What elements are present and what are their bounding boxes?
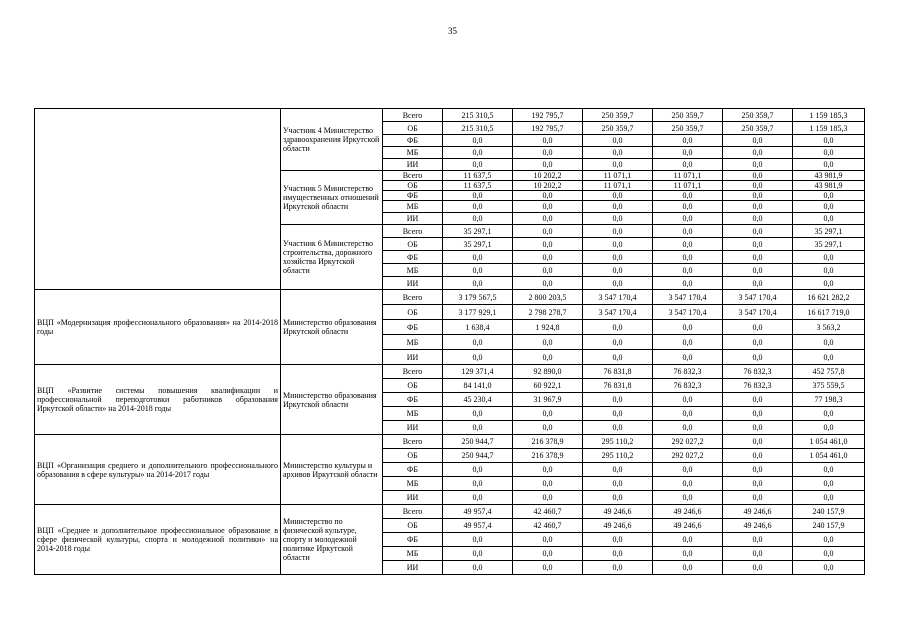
funding-source: ФБ	[383, 191, 443, 201]
amount-cell: 49 246,6	[723, 505, 793, 519]
program-name: ВЦП «Развитие системы повышения квалификации и профессиональной переподготовки работников образования Иркутской области» на 2014-2018 годы	[35, 365, 281, 435]
amount-cell: 192 795,7	[513, 109, 583, 122]
amount-cell: 0,0	[513, 407, 583, 421]
funding-source: МБ	[383, 477, 443, 491]
amount-cell: 0,0	[723, 225, 793, 238]
funding-source: МБ	[383, 264, 443, 277]
amount-cell: 0,0	[793, 407, 865, 421]
amount-cell: 0,0	[723, 147, 793, 159]
table-row	[35, 109, 865, 122]
executor-name: Участник 5 Министерство имущественных отношений Иркутской области	[281, 171, 383, 225]
funding-source: ОБ	[383, 238, 443, 251]
amount-cell: 0,0	[723, 251, 793, 264]
funding-source: ОБ	[383, 449, 443, 463]
amount-cell: 0,0	[583, 335, 653, 350]
amount-cell: 292 027,2	[653, 435, 723, 449]
amount-cell: 0,0	[583, 225, 653, 238]
amount-cell: 0,0	[793, 251, 865, 264]
amount-cell: 0,0	[653, 277, 723, 290]
amount-cell: 0,0	[723, 135, 793, 147]
funding-source: ФБ	[383, 135, 443, 147]
amount-cell: 0,0	[653, 463, 723, 477]
amount-cell: 250 359,7	[723, 109, 793, 122]
funding-source: ИИ	[383, 213, 443, 225]
amount-cell: 192 795,7	[513, 122, 583, 135]
amount-cell: 0,0	[443, 477, 513, 491]
amount-cell: 1 054 461,0	[793, 435, 865, 449]
funding-source: Всего	[383, 290, 443, 305]
amount-cell: 0,0	[653, 393, 723, 407]
amount-cell: 0,0	[723, 320, 793, 335]
amount-cell: 0,0	[513, 238, 583, 251]
budget-table	[34, 108, 865, 575]
funding-source: Всего	[383, 435, 443, 449]
amount-cell: 0,0	[583, 561, 653, 575]
amount-cell: 0,0	[653, 238, 723, 251]
amount-cell: 0,0	[513, 264, 583, 277]
amount-cell: 3 547 170,4	[583, 290, 653, 305]
amount-cell: 0,0	[443, 147, 513, 159]
amount-cell: 0,0	[723, 449, 793, 463]
amount-cell: 0,0	[793, 201, 865, 213]
table-row	[35, 435, 865, 449]
amount-cell: 295 110,2	[583, 449, 653, 463]
funding-source: ИИ	[383, 421, 443, 435]
amount-cell: 0,0	[723, 463, 793, 477]
amount-cell: 0,0	[513, 547, 583, 561]
amount-cell: 0,0	[443, 213, 513, 225]
amount-cell: 49 246,6	[653, 519, 723, 533]
amount-cell: 0,0	[513, 463, 583, 477]
amount-cell: 0,0	[583, 421, 653, 435]
amount-cell: 0,0	[583, 393, 653, 407]
amount-cell: 0,0	[583, 238, 653, 251]
funding-source: ОБ	[383, 519, 443, 533]
amount-cell: 0,0	[723, 181, 793, 191]
executor-name: Участник 4 Министерство здравоохранения Иркутской области	[281, 109, 383, 171]
amount-cell: 0,0	[513, 335, 583, 350]
amount-cell: 129 371,4	[443, 365, 513, 379]
amount-cell: 76 832,3	[723, 379, 793, 393]
amount-cell: 0,0	[513, 147, 583, 159]
amount-cell: 0,0	[653, 201, 723, 213]
executor-name: Участник 6 Министерство строительства, дорожного хозяйства Иркутской области	[281, 225, 383, 290]
amount-cell: 0,0	[443, 191, 513, 201]
amount-cell: 0,0	[513, 421, 583, 435]
amount-cell: 11 071,1	[653, 171, 723, 181]
amount-cell: 0,0	[793, 477, 865, 491]
funding-source: МБ	[383, 147, 443, 159]
amount-cell: 16 617 719,0	[793, 305, 865, 320]
amount-cell: 0,0	[723, 277, 793, 290]
amount-cell: 0,0	[793, 147, 865, 159]
amount-cell: 0,0	[583, 147, 653, 159]
amount-cell: 0,0	[723, 350, 793, 365]
amount-cell: 42 460,7	[513, 519, 583, 533]
amount-cell: 0,0	[583, 251, 653, 264]
amount-cell: 0,0	[723, 547, 793, 561]
amount-cell: 0,0	[793, 159, 865, 171]
amount-cell: 250 944,7	[443, 449, 513, 463]
funding-source: ФБ	[383, 533, 443, 547]
amount-cell: 3 547 170,4	[583, 305, 653, 320]
page-number: 35	[448, 26, 457, 36]
amount-cell: 0,0	[583, 350, 653, 365]
amount-cell: 0,0	[513, 251, 583, 264]
amount-cell: 0,0	[443, 421, 513, 435]
funding-source: МБ	[383, 335, 443, 350]
amount-cell: 11 637,5	[443, 181, 513, 191]
amount-cell: 0,0	[723, 159, 793, 171]
amount-cell: 0,0	[653, 491, 723, 505]
amount-cell: 0,0	[513, 201, 583, 213]
amount-cell: 3 547 170,4	[723, 305, 793, 320]
amount-cell: 2 800 203,5	[513, 290, 583, 305]
amount-cell: 0,0	[653, 320, 723, 335]
amount-cell: 3 563,2	[793, 320, 865, 335]
funding-source: ОБ	[383, 122, 443, 135]
amount-cell: 0,0	[653, 191, 723, 201]
amount-cell: 0,0	[443, 159, 513, 171]
amount-cell: 0,0	[793, 277, 865, 290]
amount-cell: 0,0	[513, 561, 583, 575]
amount-cell: 0,0	[443, 251, 513, 264]
amount-cell: 0,0	[723, 491, 793, 505]
amount-cell: 77 198,3	[793, 393, 865, 407]
amount-cell: 250 359,7	[583, 122, 653, 135]
amount-cell: 0,0	[443, 350, 513, 365]
amount-cell: 0,0	[583, 264, 653, 277]
amount-cell: 0,0	[583, 533, 653, 547]
table-row	[35, 505, 865, 519]
funding-source: ОБ	[383, 379, 443, 393]
amount-cell: 0,0	[583, 135, 653, 147]
amount-cell: 0,0	[513, 225, 583, 238]
amount-cell: 1 924,8	[513, 320, 583, 335]
amount-cell: 0,0	[583, 547, 653, 561]
amount-cell: 240 157,9	[793, 519, 865, 533]
amount-cell: 0,0	[653, 407, 723, 421]
amount-cell: 76 832,3	[723, 365, 793, 379]
funding-source: МБ	[383, 201, 443, 213]
funding-source: ИИ	[383, 159, 443, 171]
amount-cell: 76 831,8	[583, 365, 653, 379]
amount-cell: 49 246,6	[653, 505, 723, 519]
executor-name: Министерство образования Иркутской области	[281, 365, 383, 435]
amount-cell: 216 378,9	[513, 449, 583, 463]
amount-cell: 0,0	[443, 264, 513, 277]
amount-cell: 31 967,9	[513, 393, 583, 407]
amount-cell: 10 202,2	[513, 171, 583, 181]
amount-cell: 0,0	[443, 407, 513, 421]
funding-source: МБ	[383, 407, 443, 421]
amount-cell: 0,0	[653, 421, 723, 435]
amount-cell: 216 378,9	[513, 435, 583, 449]
amount-cell: 0,0	[653, 225, 723, 238]
amount-cell: 0,0	[653, 561, 723, 575]
executor-name: Министерство образования Иркутской области	[281, 290, 383, 365]
amount-cell: 0,0	[723, 407, 793, 421]
amount-cell: 35 297,1	[793, 225, 865, 238]
amount-cell: 0,0	[583, 477, 653, 491]
funding-source: ИИ	[383, 491, 443, 505]
funding-source: ИИ	[383, 277, 443, 290]
amount-cell: 11 637,5	[443, 171, 513, 181]
amount-cell: 0,0	[723, 533, 793, 547]
amount-cell: 35 297,1	[793, 238, 865, 251]
amount-cell: 42 460,7	[513, 505, 583, 519]
funding-source: ИИ	[383, 561, 443, 575]
amount-cell: 0,0	[513, 159, 583, 171]
amount-cell: 0,0	[653, 147, 723, 159]
funding-source: Всего	[383, 505, 443, 519]
amount-cell: 0,0	[793, 491, 865, 505]
amount-cell: 0,0	[653, 533, 723, 547]
amount-cell: 0,0	[583, 277, 653, 290]
funding-source: МБ	[383, 547, 443, 561]
amount-cell: 3 547 170,4	[653, 305, 723, 320]
executor-name: Министерство культуры и архивов Иркутской области	[281, 435, 383, 505]
amount-cell: 0,0	[653, 264, 723, 277]
amount-cell: 0,0	[513, 491, 583, 505]
program-name: ВЦП «Модернизация профессионального образования» на 2014-2018 годы	[35, 290, 281, 365]
amount-cell: 0,0	[793, 533, 865, 547]
funding-source: ОБ	[383, 305, 443, 320]
amount-cell: 35 297,1	[443, 238, 513, 251]
amount-cell: 0,0	[513, 135, 583, 147]
amount-cell: 76 831,8	[583, 379, 653, 393]
amount-cell: 43 981,9	[793, 171, 865, 181]
amount-cell: 0,0	[723, 238, 793, 251]
amount-cell: 49 957,4	[443, 519, 513, 533]
amount-cell: 11 071,1	[583, 181, 653, 191]
funding-source: ФБ	[383, 320, 443, 335]
amount-cell: 0,0	[653, 159, 723, 171]
funding-source: ФБ	[383, 251, 443, 264]
amount-cell: 76 832,3	[653, 379, 723, 393]
amount-cell: 0,0	[513, 191, 583, 201]
amount-cell: 0,0	[583, 159, 653, 171]
amount-cell: 0,0	[653, 251, 723, 264]
amount-cell: 0,0	[723, 421, 793, 435]
amount-cell: 1 159 185,3	[793, 122, 865, 135]
amount-cell: 0,0	[793, 135, 865, 147]
amount-cell: 250 359,7	[653, 109, 723, 122]
amount-cell: 292 027,2	[653, 449, 723, 463]
amount-cell: 0,0	[723, 191, 793, 201]
amount-cell: 240 157,9	[793, 505, 865, 519]
amount-cell: 0,0	[583, 191, 653, 201]
amount-cell: 0,0	[723, 393, 793, 407]
executor-name: Министерство по физической культуре, спорту и молодежной политике Иркутской области	[281, 505, 383, 575]
amount-cell: 0,0	[443, 533, 513, 547]
amount-cell: 60 922,1	[513, 379, 583, 393]
amount-cell: 0,0	[653, 547, 723, 561]
amount-cell: 452 757,8	[793, 365, 865, 379]
amount-cell: 0,0	[443, 135, 513, 147]
amount-cell: 0,0	[583, 201, 653, 213]
program-name	[35, 109, 281, 290]
amount-cell: 0,0	[583, 213, 653, 225]
amount-cell: 0,0	[723, 335, 793, 350]
amount-cell: 0,0	[443, 491, 513, 505]
amount-cell: 250 359,7	[583, 109, 653, 122]
amount-cell: 0,0	[723, 561, 793, 575]
amount-cell: 250 359,7	[653, 122, 723, 135]
amount-cell: 0,0	[793, 463, 865, 477]
amount-cell: 295 110,2	[583, 435, 653, 449]
amount-cell: 250 359,7	[723, 122, 793, 135]
amount-cell: 0,0	[583, 407, 653, 421]
amount-cell: 45 230,4	[443, 393, 513, 407]
amount-cell: 0,0	[443, 277, 513, 290]
amount-cell: 3 177 929,1	[443, 305, 513, 320]
amount-cell: 0,0	[583, 463, 653, 477]
amount-cell: 0,0	[653, 335, 723, 350]
amount-cell: 0,0	[793, 561, 865, 575]
amount-cell: 0,0	[723, 213, 793, 225]
amount-cell: 0,0	[443, 201, 513, 213]
amount-cell: 0,0	[513, 477, 583, 491]
amount-cell: 0,0	[793, 547, 865, 561]
amount-cell: 0,0	[513, 350, 583, 365]
amount-cell: 3 547 170,4	[653, 290, 723, 305]
amount-cell: 49 246,6	[583, 519, 653, 533]
funding-source: ФБ	[383, 463, 443, 477]
funding-source: ИИ	[383, 350, 443, 365]
funding-source: Всего	[383, 225, 443, 238]
amount-cell: 250 944,7	[443, 435, 513, 449]
program-name: ВЦП «Среднее и дополнительное профессиональное образование в сфере физической культуры, спорта и молодежной политики» на 2014-2018 годы	[35, 505, 281, 575]
amount-cell: 49 246,6	[583, 505, 653, 519]
amount-cell: 0,0	[583, 320, 653, 335]
amount-cell: 0,0	[513, 533, 583, 547]
funding-source: ОБ	[383, 181, 443, 191]
amount-cell: 1 054 461,0	[793, 449, 865, 463]
amount-cell: 0,0	[723, 201, 793, 213]
amount-cell: 11 071,1	[653, 181, 723, 191]
amount-cell: 43 981,9	[793, 181, 865, 191]
table-row	[35, 365, 865, 379]
amount-cell: 0,0	[793, 350, 865, 365]
amount-cell: 0,0	[793, 335, 865, 350]
amount-cell: 375 559,5	[793, 379, 865, 393]
amount-cell: 0,0	[583, 491, 653, 505]
funding-source: ФБ	[383, 393, 443, 407]
funding-source: Всего	[383, 109, 443, 122]
amount-cell: 0,0	[653, 350, 723, 365]
amount-cell: 3 179 567,5	[443, 290, 513, 305]
amount-cell: 215 310,5	[443, 109, 513, 122]
amount-cell: 0,0	[793, 191, 865, 201]
amount-cell: 0,0	[723, 171, 793, 181]
amount-cell: 0,0	[443, 463, 513, 477]
amount-cell: 215 310,5	[443, 122, 513, 135]
amount-cell: 1 638,4	[443, 320, 513, 335]
amount-cell: 35 297,1	[443, 225, 513, 238]
amount-cell: 11 071,1	[583, 171, 653, 181]
amount-cell: 0,0	[723, 435, 793, 449]
program-name: ВЦП «Организация среднего и дополнительного профессионального образования в сфере культуры» на 2014-2017 годы	[35, 435, 281, 505]
funding-source: Всего	[383, 171, 443, 181]
amount-cell: 0,0	[723, 264, 793, 277]
amount-cell: 16 621 282,2	[793, 290, 865, 305]
amount-cell: 0,0	[443, 335, 513, 350]
amount-cell: 0,0	[653, 213, 723, 225]
amount-cell: 0,0	[443, 547, 513, 561]
amount-cell: 49 957,4	[443, 505, 513, 519]
amount-cell: 0,0	[443, 561, 513, 575]
amount-cell: 10 202,2	[513, 181, 583, 191]
amount-cell: 0,0	[653, 477, 723, 491]
funding-source: Всего	[383, 365, 443, 379]
table-row	[35, 290, 865, 305]
amount-cell: 0,0	[793, 213, 865, 225]
amount-cell: 92 890,0	[513, 365, 583, 379]
amount-cell: 76 832,3	[653, 365, 723, 379]
amount-cell: 49 246,6	[723, 519, 793, 533]
amount-cell: 0,0	[793, 421, 865, 435]
amount-cell: 84 141,0	[443, 379, 513, 393]
amount-cell: 0,0	[513, 277, 583, 290]
amount-cell: 0,0	[653, 135, 723, 147]
amount-cell: 0,0	[793, 264, 865, 277]
amount-cell: 2 798 278,7	[513, 305, 583, 320]
amount-cell: 3 547 170,4	[723, 290, 793, 305]
amount-cell: 0,0	[513, 213, 583, 225]
amount-cell: 0,0	[723, 477, 793, 491]
amount-cell: 1 159 185,3	[793, 109, 865, 122]
